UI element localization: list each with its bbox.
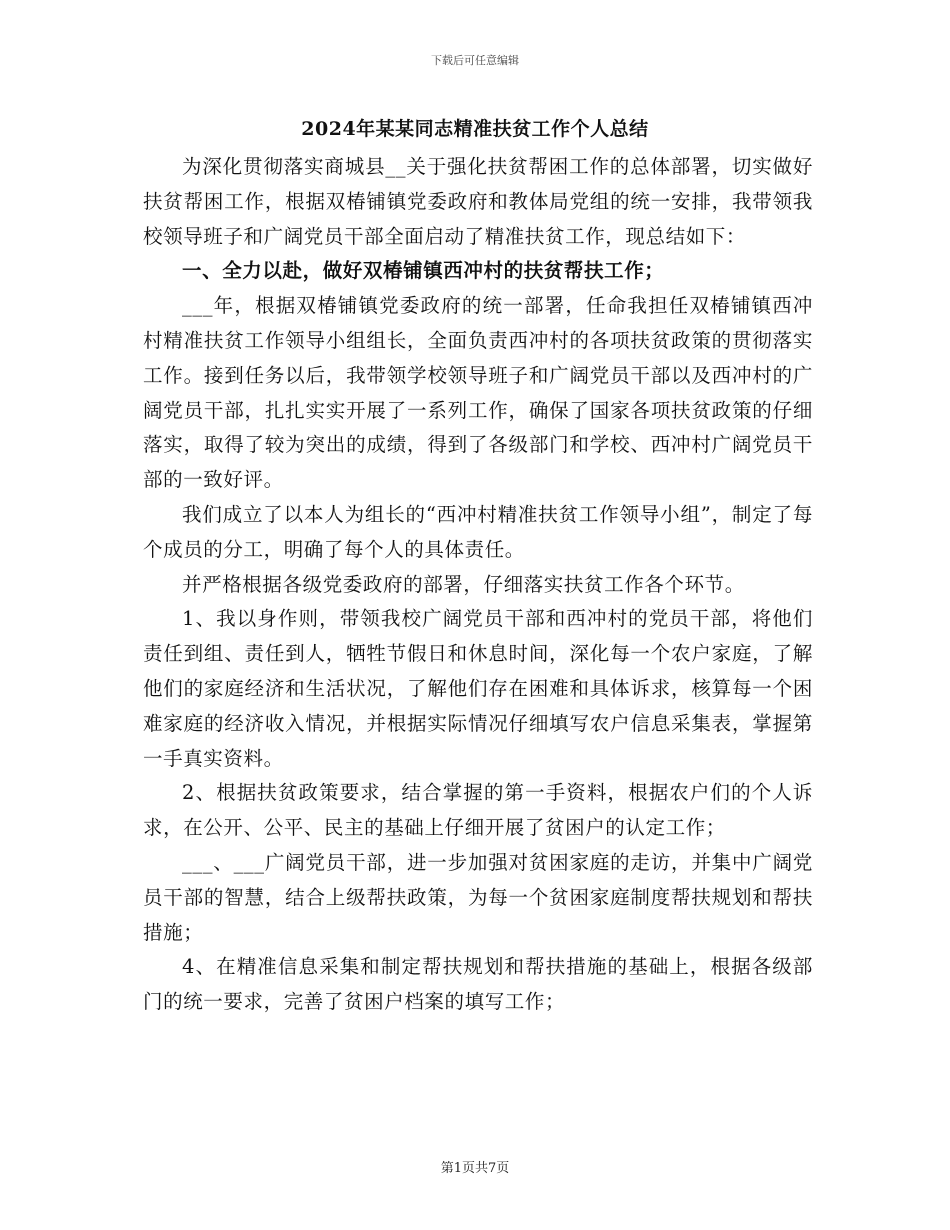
section-heading-1: 一、全力以赴，做好双椿铺镇西冲村的扶贫帮扶工作； — [182, 259, 665, 283]
page-number: 第1页共7页 — [440, 1161, 510, 1176]
header-note: 下载后可任意编辑 — [431, 54, 519, 67]
body-paragraph: ___年，根据双椿铺镇党委政府的统一部署，任命我担任双椿铺镇西冲村精准扶贫工作领导小组组长，全面负责西冲村的各项扶贫政策的贯彻落实工作。接到任务以后，我带领学校领导班子和广阔党员干部以及西冲村的广阔党员干部，扎扎实实开展了一系列工作，确保了国家各项扶贫政策的仔细落实，取得了较为突出的成绩，得到了各级部门和学校、西冲村广阔党员干部的一致好评。 — [143, 294, 813, 492]
list-item-1: 1、我以身作则，带领我校广阔党员干部和西冲村的党员干部，将他们责任到组、责任到人，牺牲节假日和休息时间，深化每一个农户家庭，了解他们的家庭经济和生活状况，了解他们存在困难和具体诉求，核算每一个困难家庭的经济收入情况，并根据实际情况仔细填写农户信息采集表，掌握第一手真实资料。 — [143, 607, 813, 770]
list-item-2: 2、根据扶贫政策要求，结合掌握的第一手资料，根据农户们的个人诉求，在公开、公平、民主的基础上仔细开展了贫困户的认定工作； — [143, 781, 813, 840]
list-item-4: 4、在精准信息采集和制定帮扶规划和帮扶措施的基础上，根据各级部门的统一要求，完善了贫困户档案的填写工作； — [143, 955, 813, 1014]
body-paragraph: 并严格根据各级党委政府的部署，仔细落实扶贫工作各个环节。 — [182, 572, 745, 596]
intro-paragraph: 为深化贯彻落实商城县__关于强化扶贫帮困工作的总体部署，切实做好扶贫帮困工作，根据双椿铺镇党委政府和教体局党组的统一安排，我带领我校领导班子和广阔党员干部全面启动了精准扶贫工作，现总结如下： — [143, 155, 813, 248]
document-body — [143, 150, 813, 1020]
list-item-3: ___、___广阔党员干部，进一步加强对贫困家庭的走访，并集中广阔党员干部的智慧，结合上级帮扶政策，为每一个贫困家庭制度帮扶规划和帮扶措施； — [143, 850, 813, 944]
document-title: 2024年某某同志精准扶贫工作个人总结 — [301, 118, 649, 140]
body-paragraph: 我们成立了以本人为组长的“西冲村精准扶贫工作领导小组”，制定了每个成员的分工，明确了每个人的具体责任。 — [143, 502, 813, 561]
